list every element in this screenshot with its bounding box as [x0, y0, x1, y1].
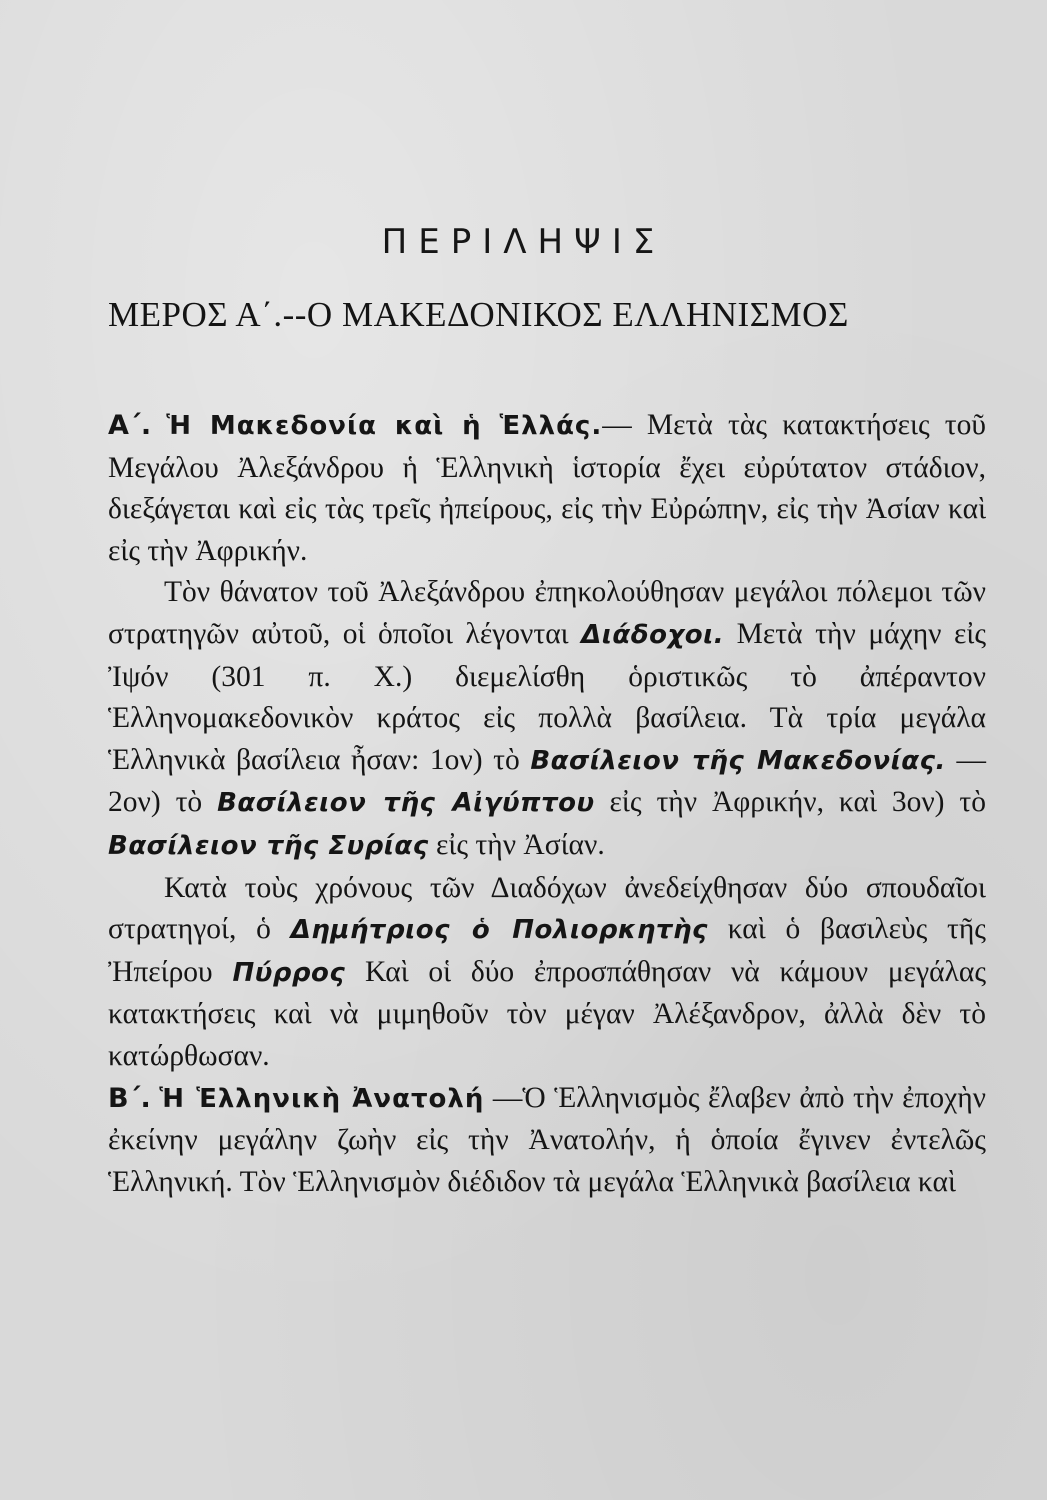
section-a-paragraph-3 [108, 868, 986, 1078]
section-a-paragraph-1 [108, 405, 986, 572]
emphasis-demetrius: Δημήτριος ὁ Πολιορκητὴς [290, 915, 708, 946]
paragraph-text: καὶ ὁ βασιλεὺς τῆς Ἠπείρου [108, 913, 986, 988]
paragraph-text: Τὸν θάνατον τοῦ Ἀλεξάνδρου ἐπηκολούθησαν μεγάλοι πόλεμοι τῶν στρατηγῶν αὐτοῦ, οἱ ὁποῖοι λέγονται [108, 576, 986, 650]
paragraph-text: —2ον) τὸ [108, 743, 986, 819]
section-a-letter: Α΄. [108, 410, 152, 441]
paragraph-text: εἰς τὴν Ἀφρικήν, καὶ 3ον) τὸ [594, 786, 986, 819]
paragraph-text: Κατὰ τοὺς χρόνους τῶν Διαδόχων ἀνεδείχθησαν δύο σπουδαῖοι στρατηγοί, ὁ [108, 871, 986, 946]
emphasis-diadochoi: Διάδοχοι. [581, 619, 725, 650]
emphasis-kingdom-egypt: Βασίλειον τῆς Αἰγύπτου [217, 788, 595, 819]
emphasis-kingdom-macedonia: Βασίλειον τῆς Μακεδονίας. [530, 745, 946, 776]
section-b-heading: Ἡ Ἑλληνικὴ Ἀνατολή [159, 1083, 485, 1114]
emphasis-kingdom-syria: Βασίλειον τῆς Συρίας [108, 830, 429, 861]
paragraph-text: Καὶ οἱ δύο ἐπροσπάθησαν νὰ κάμουν μεγάλας κατακτήσεις καὶ νὰ μιμηθοῦν τὸν μέγαν Ἀλέξανδρον, ἀλλὰ δὲν τὸ κατώρθωσαν. [108, 955, 986, 1072]
paragraph-text: Μετὰ τὴν μάχην εἰς Ἰψόν (301 π. Χ.) διεμελίσθη ὁριστικῶς τὸ ἀπέραντον Ἑλληνομακεδονικὸν κράτος εἰς πολλὰ βασίλεια. Τὰ τρία μεγάλα Ἑλληνικὰ βασίλεια ἦσαν: 1ον) τὸ [108, 617, 987, 776]
body-text [108, 405, 986, 1203]
section-a-paragraph-2 [108, 572, 986, 867]
section-a-heading: Ἡ Μακεδονία καὶ ἡ Ἑλλάς. [166, 411, 603, 441]
emphasis-pyrrhus: Πύρρος [232, 957, 346, 988]
section-b-paragraph-1 [108, 1078, 986, 1204]
page-title: ΠΕΡΙΛΗΨΙΣ [381, 222, 666, 262]
section-a-paragraph-1-text: — Μετὰ τὰς κατακτήσεις τοῦ Μεγάλου Ἀλεξάνδρου ἡ Ἑλληνικὴ ἱστορία ἔχει εὐρύτατον στάδιον, διεξάγεται καὶ εἰς τὰς τρεῖς ἠπείρους, εἰς τὴν Εὐρώπην, εἰς τὴν Ἀσίαν καὶ εἰς τὴν Ἀφρικήν. [108, 409, 987, 567]
section-b-letter: Β΄. [108, 1082, 151, 1114]
part-heading: ΜΕΡΟΣ Α΄.--Ο ΜΑΚΕΔΟΝΙΚΟΣ ΕΛΛΗΝΙΣΜΟΣ [108, 295, 849, 334]
paragraph-text: εἰς τὴν Ἀσίαν. [428, 828, 605, 861]
section-b-paragraph-1-text: —Ὁ Ἑλληνισμὸς ἔλαβεν ἀπὸ τὴν ἐποχὴν ἐκείνην μεγάλην ζωὴν εἰς τὴν Ἀνατολήν, ἡ ὁποία ἔγινεν ἐντελῶς Ἑλληνική. Τὸν Ἑλληνισμὸν διέδιδον τὰ μεγάλα Ἑλληνικὰ βασίλεια καὶ [108, 1081, 987, 1198]
